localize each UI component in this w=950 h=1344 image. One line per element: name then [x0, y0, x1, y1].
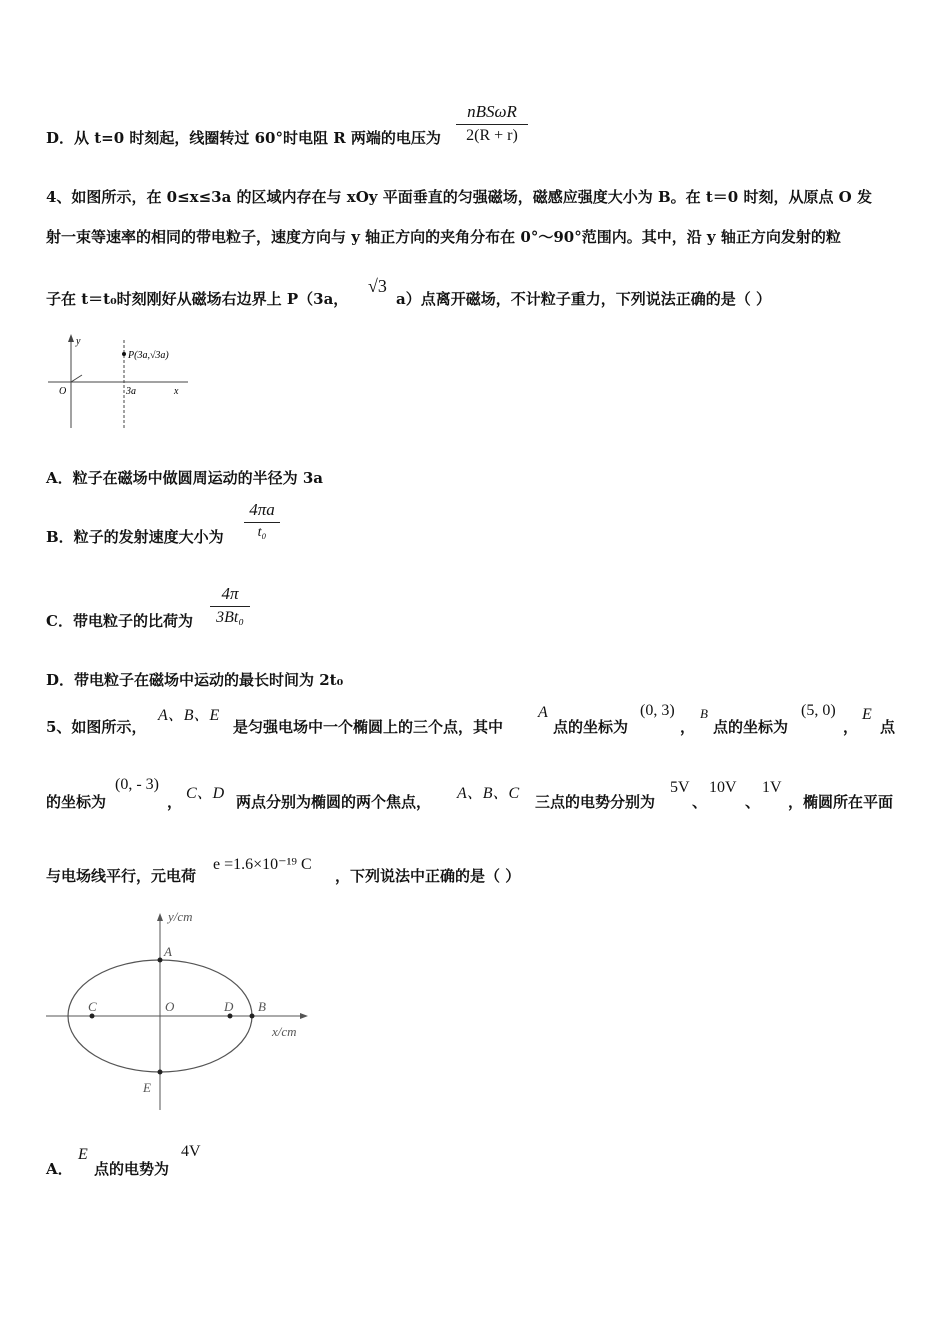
- q5-text-4: 点的坐标为: [713, 718, 789, 736]
- q5-prefix: 5、如图所示，: [46, 718, 147, 736]
- q5-line2-a: 的坐标为: [46, 793, 107, 811]
- fraction-numerator: 4π: [221, 584, 239, 603]
- label-o: O: [165, 999, 175, 1014]
- velocity-arrow: [71, 375, 82, 382]
- potential-a: 5V: [670, 779, 690, 796]
- point-p-label: P(3a,√3a): [128, 350, 169, 361]
- q5-option-a-e: E: [78, 1146, 88, 1163]
- q4-option-a: A．粒子在磁场中做圆周运动的半径为 3a: [46, 469, 324, 487]
- q4-figure: [48, 332, 198, 432]
- q5-comma-1: ，: [680, 718, 696, 736]
- q4-option-d: D．带电粒子在磁场中运动的最长时间为 2t₀: [46, 671, 344, 689]
- x-axis-label: x/cm: [272, 1024, 297, 1039]
- fraction-denominator: 2(R + r): [466, 127, 518, 144]
- q5-comma-3: ，: [167, 793, 183, 811]
- x-label: x: [174, 386, 179, 397]
- point-d: [228, 1014, 233, 1019]
- q5-option-a-label: A．: [46, 1160, 73, 1178]
- fraction-velocity: [244, 500, 280, 541]
- q4-line-3a: 子在 t＝t₀时刻刚好从磁场右边界上 P（3a，: [46, 290, 349, 308]
- q4-option-c: C．带电粒子的比荷为: [46, 612, 193, 630]
- origin-label: O: [59, 386, 67, 397]
- q5-line3-b: ，下列说法中正确的是（ ）: [335, 867, 521, 885]
- label-d: D: [224, 999, 234, 1014]
- q5-line2-b: 两点分别为椭圆的两个焦点，: [236, 793, 432, 811]
- q5-comma-2: ，: [843, 718, 859, 736]
- x-axis-arrow: [300, 1013, 308, 1019]
- point-e-symbol: E: [862, 706, 872, 723]
- q5-option-a-value: 4V: [181, 1143, 201, 1160]
- point-b-symbol: B: [700, 706, 708, 721]
- q5-line3-a: 与电场线平行，元电荷: [46, 867, 197, 885]
- potential-b: 10V: [709, 779, 737, 796]
- sep-2: 、: [745, 793, 761, 811]
- q4-line-1: 4、如图所示，在 0≤x≤3a 的区域内存在与 xOy 平面垂直的匀强磁场，磁感应强度大小为 B。在 t＝0 时刻，从原点 O 发: [46, 188, 872, 206]
- q4-line-3b: a）点离开磁场，不计粒子重力，下列说法正确的是（ ）: [396, 290, 771, 308]
- y-label: y: [76, 336, 81, 347]
- q4-line-2: 射一束等速率的相同的带电粒子，速度方向与 y 轴正方向的夹角分布在 0°～90°范围内。其中，沿 y 轴正方向发射的粒: [46, 228, 841, 246]
- label-b: B: [258, 999, 266, 1014]
- point-a-symbol: A: [538, 704, 548, 721]
- point-p: [122, 352, 126, 356]
- fraction-charge-ratio: [210, 584, 250, 627]
- label-e: E: [143, 1080, 151, 1095]
- point-b: [250, 1014, 255, 1019]
- q5-option-a-text: 点的电势为: [94, 1160, 170, 1178]
- y-axis-label: y/cm: [168, 909, 193, 924]
- sep-1: 、: [692, 793, 708, 811]
- label-c: C: [88, 999, 97, 1014]
- option-d-q3: D．从 t=0 时刻起，线圈转过 60°时电阻 R 两端的电压为: [46, 129, 441, 147]
- q5-text-5: 点: [880, 718, 896, 736]
- label-a: A: [164, 944, 172, 959]
- points-abe: A、B、E: [158, 707, 220, 724]
- points-abc: A、B、C: [457, 785, 520, 802]
- q4-option-b: B．粒子的发射速度大小为: [46, 528, 224, 546]
- y-axis-arrow: [68, 334, 74, 342]
- q5-line2-c: 三点的电势分别为: [535, 793, 656, 811]
- elementary-charge: e =1.6×10⁻¹⁹ C: [213, 856, 312, 873]
- boundary-label: 3a: [126, 386, 136, 397]
- point-a: [158, 958, 163, 963]
- potential-c: 1V: [762, 779, 782, 796]
- point-e: [158, 1070, 163, 1075]
- coord-e: (0, - 3): [115, 776, 159, 793]
- sqrt-3: √3: [368, 276, 387, 296]
- points-cd: C、D: [186, 785, 225, 802]
- fraction-numerator: nBSωR: [467, 102, 517, 121]
- fraction-denominator: 3Bt₀: [216, 609, 244, 626]
- coord-a: (0, 3): [640, 702, 675, 719]
- q5-text-2: 是匀强电场中一个椭圆上的三个点，其中: [233, 718, 504, 736]
- y-axis-arrow: [157, 913, 163, 921]
- q5-ellipse-figure: [44, 908, 314, 1118]
- fraction-denominator: t₀: [257, 525, 267, 540]
- q5-text-3: 点的坐标为: [553, 718, 629, 736]
- point-c: [90, 1014, 95, 1019]
- fraction-numerator: 4πa: [249, 500, 275, 519]
- fraction-voltage: [456, 102, 528, 145]
- coord-b: (5, 0): [801, 702, 836, 719]
- q5-line2-d: ，椭圆所在平面: [788, 793, 894, 811]
